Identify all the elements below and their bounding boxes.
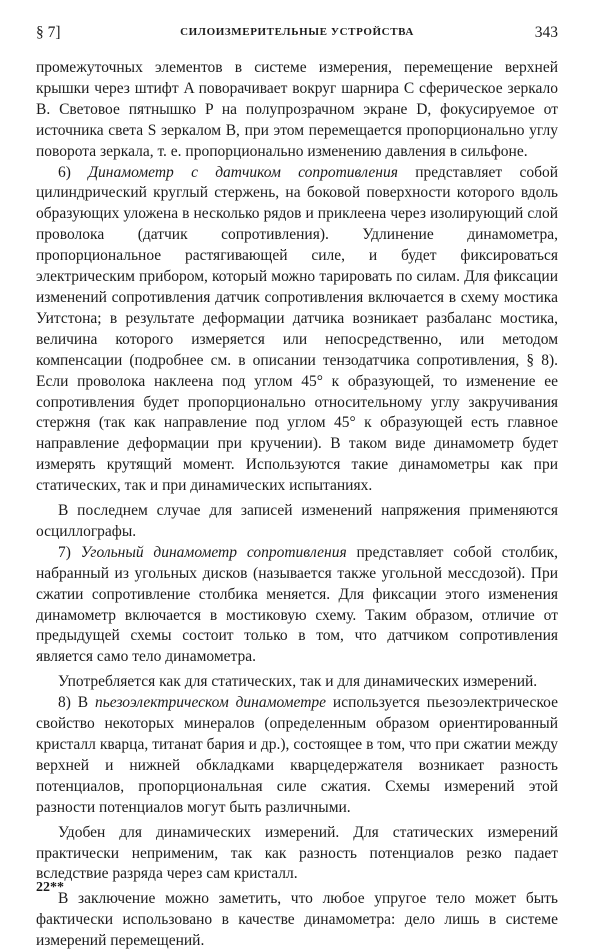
item-number: 8) В	[58, 694, 95, 712]
signature-mark: 22**	[36, 880, 64, 895]
item-number: 7)	[58, 543, 81, 561]
paragraph-usage: Употребляется как для статических, так и для динамических измерений.	[58, 673, 538, 691]
paragraph-text: используется пьезоэлектрическое свойство некоторых минералов (определенным образом ориентированный кристалл кварца, титанат бария и др.), состоящее в том, что при сжатии между верхней и нижней обкладками кварцедержателя возникает разность потенциалов, пропорциональная силе сжатия. Схемы измерений этой разности потенциалов могут быть различными.	[36, 694, 559, 816]
paragraph-text: представляет собой столбик, набранный из угольных дисков (называется также угольной мессдозой). При сжатии сопротивление столбика меняется. Для фиксации этого изменения динамометр включается в мостиковую схему. Таким образом, отличие от предыдущей схемы состоит только в том, что датчиком сопротивления является само тело динамометра.	[36, 543, 558, 666]
paragraph-resistance-dynamometer	[36, 163, 558, 498]
paragraph-text: представляет собой цилиндрический круглый стержень, на боковой поверхности которого вдоль образующих уложена в несколько рядов и приклеена через изолирующий слой проволока (датчик сопротивления). Удлинение динамометра, пропорциональное растягивающей силе, и будет фиксироваться электрическим прибором, который можно тарировать по силам. Для фиксации изменений сопротивления датчик сопротивления включается в схему мостика Уитстона; в результате деформации датчика возникает разбаланс мостика, величина которого измеряется или непосредственно, или методом компенсации (подробнее см. в описании тензодатчика сопротивления, § 8). Если проволока наклеена под углом 45° к образующей, то изменение ее сопротивления будет пропорционально относительному углу закручивания стержня (так как направление под углом 45° к образующей есть главное направление деформации при кручении). В таком виде динамометр будет измерять крутящий момент. Используются такие динамометры как при статических, так и при динамических испытаниях.	[36, 163, 559, 495]
page-body	[36, 58, 558, 952]
running-title: СИЛОИЗМЕРИТЕЛЬНЫЕ УСТРОЙСТВА	[180, 26, 414, 38]
term-italic: пьезоэлектрическом динамометре	[94, 694, 327, 712]
page-header	[36, 24, 558, 46]
section-reference: § 7]	[36, 24, 61, 41]
paragraph-conclusion: В заключение можно заметить, что любое упругое тело может быть фактически использовано в качестве динамометра: дело лишь в системе измерений перемещений.	[36, 890, 558, 950]
page-number: 343	[534, 24, 558, 41]
term-italic: Динамометр с датчиком сопротивления	[88, 163, 398, 181]
paragraph-carbon-dynamometer	[36, 543, 558, 668]
paragraph-continuation: промежуточных элементов в системе измерения, перемещение верхней крышки через штифт A поворачивает вокруг шарнира C сферическое зеркало B. Световое пятнышко P на полупрозрачном экране D, фокусируемое от источника света S зеркалом B, при этом перемещается пропорционально углу поворота зеркала, т. е. пропорционально изменению давления в сильфоне.	[36, 59, 558, 160]
term-italic: Угольный динамометр сопротивления	[80, 543, 347, 561]
paragraph-oscillographs: В последнем случае для записей изменений напряжения применяются осциллографы.	[36, 502, 558, 540]
paragraph-dynamic-measurements: Удобен для динамических измерений. Для статических измерений практически неприменим, так как разность потенциалов резко падает вследствие разряда через сам кристалл.	[36, 823, 558, 883]
item-number: 6)	[58, 163, 89, 181]
paragraph-piezoelectric-dynamometer	[36, 693, 558, 818]
